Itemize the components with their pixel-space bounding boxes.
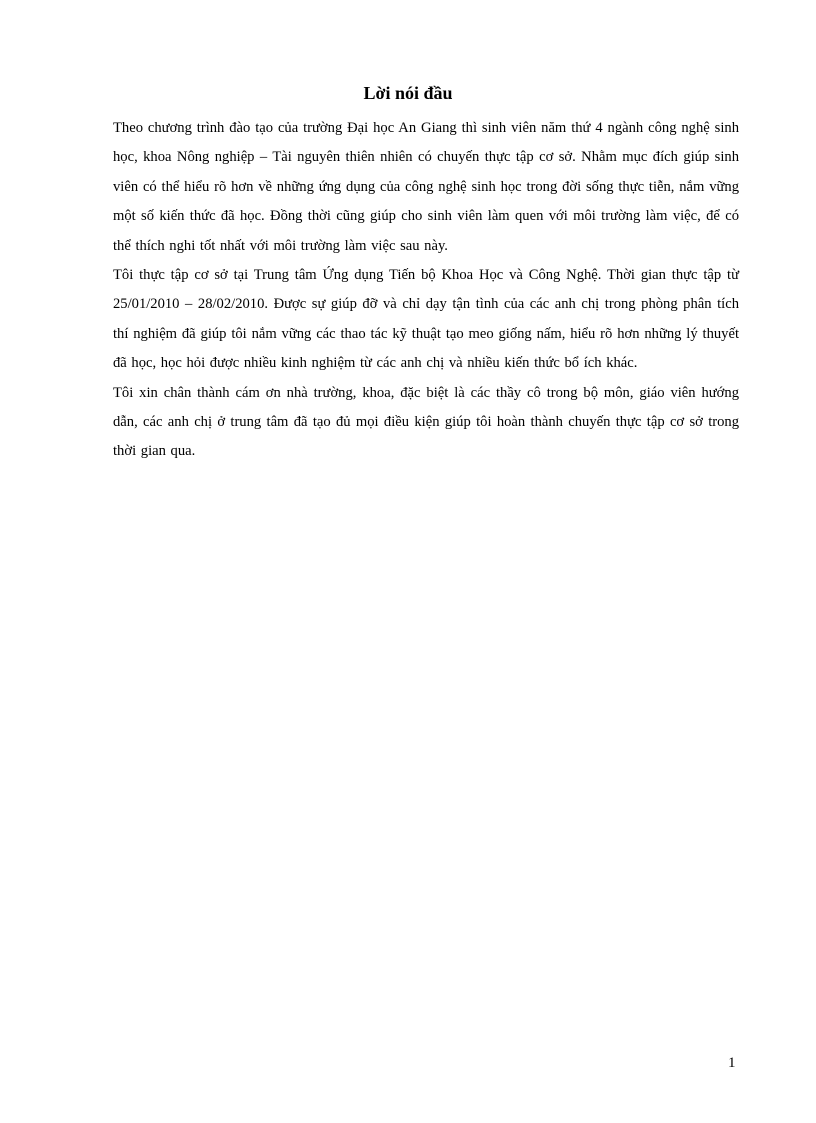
document-body bbox=[113, 114, 739, 467]
page-title: Lời nói đầu bbox=[363, 83, 453, 103]
page-number: 1 bbox=[728, 1055, 736, 1071]
paragraph-internship: Tôi thực tập cơ sở tại Trung tâm Ứng dụng Tiến bộ Khoa Học và Công Nghệ. Thời gian thực tập từ 25/01/2010 – 28/02/2010. Được sự giúp đỡ và chỉ dạy tận tình của các anh chị trong phòng phân tích thí nghiệm đã giúp tôi nắm vững các thao tác kỹ thuật tạo meo giống nấm, hiểu rõ hơn những lý thuyết đã học, học hỏi được nhiều kinh nghiệm từ các anh chị và nhiều kiến thức bổ ích khác. bbox=[113, 267, 739, 372]
paragraph-introduction: Theo chương trình đào tạo của trường Đại học An Giang thì sinh viên năm thứ 4 ngành công nghệ sinh học, khoa Nông nghiệp – Tài nguyên thiên nhiên có chuyến thực tập cơ sở. Nhằm mục đích giúp sinh viên có thể hiểu rõ hơn về những ứng dụng của công nghệ sinh học trong đời sống thực tiễn, nắm vững một số kiến thức đã học. Đồng thời cũng giúp cho sinh viên làm quen với môi trường làm việc, để có thể thích nghi tốt nhất với môi trường làm việc sau này. bbox=[113, 120, 739, 254]
paragraph-acknowledgement: Tôi xin chân thành cám ơn nhà trường, khoa, đặc biệt là các thầy cô trong bộ môn, giáo viên hướng dẫn, các anh chị ở trung tâm đã tạo đủ mọi điều kiện giúp tôi hoàn thành chuyến thực tập cơ sở trong thời gian qua. bbox=[113, 384, 739, 460]
